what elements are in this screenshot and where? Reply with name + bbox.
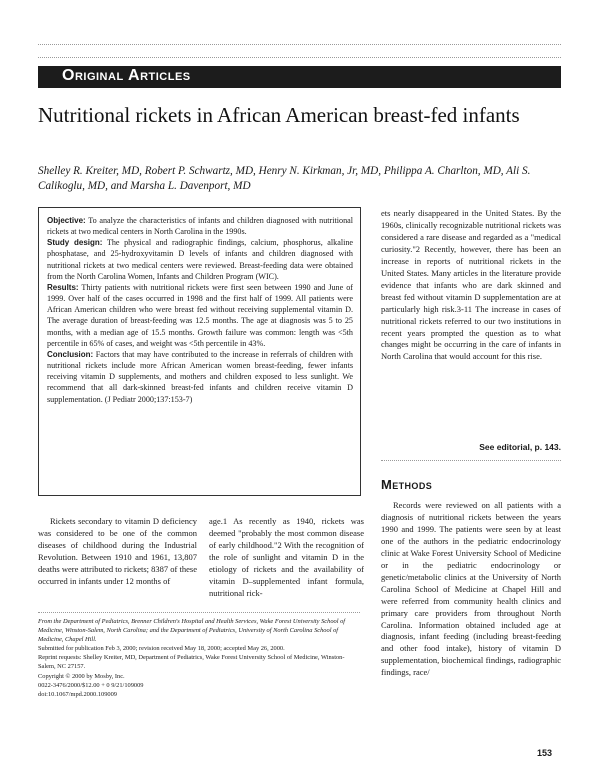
body-column-3	[381, 208, 561, 363]
objective-label: Objective:	[47, 216, 86, 225]
methods-paragraph: Records were reviewed on all patients with a diagnosis of nutritional rickets between the years 1990 and 1999. The patients were seen by at least one of the authors in the pediatric endocrinology clinic at Wake Forest University School of Medicine or in the pediatric endocrinology or genetic/metabolic clinics at the University of North Carolina School of Medicine at Chapel Hill and were referred from community health clinics and primary care providers from throughout North Carolina. Information obtained included age at diagnosis, infant feeding (including breast-feeding and other food intake), history of vitamin D supplementation, biochemical findings, radiographic findings, race/	[381, 500, 561, 678]
top-dotted-rule-2	[38, 57, 561, 58]
author-list: Shelley R. Kreiter, MD, Robert P. Schwartz, MD, Henry N. Kirkman, Jr, MD, Philippa A. Charlton, MD, Ali S. Calikoglu, MD, and Marsha L. Davenport, MD	[38, 165, 531, 192]
editorial-dotted-rule	[381, 460, 561, 461]
conclusion-label: Conclusion:	[47, 349, 94, 359]
issn-note: 0022-3476/2000/$12.00 + 0 9/21/109009	[38, 681, 144, 689]
footnote-dotted-rule	[38, 612, 360, 613]
submission-note: Submitted for publication Feb 3, 2000; revision received May 18, 2000; accepted May 26, 2000.	[38, 645, 285, 653]
reprint-note: Reprint requests: Shelley Kreiter, MD, Department of Pediatrics, Wake Forest University School of Medicine, Winston-Salem, NC 27157.	[38, 654, 345, 671]
abstract-design	[47, 237, 353, 282]
top-dotted-rule	[38, 44, 561, 45]
section-banner	[38, 66, 561, 88]
abstract	[47, 215, 353, 405]
copyright-note: Copyright © 2000 by Mosby, Inc.	[38, 672, 125, 680]
body-column-2	[209, 516, 364, 600]
results-label: Results:	[47, 282, 79, 292]
intro-paragraph-1: Rickets secondary to vitamin D deficiency was considered to be one of the common diseases of childhood during the Industrial Revolution. Between 1910 and 1961, 13,807 deaths were attributed to rickets; 8387 of these occurred in infants under 12 months of	[38, 516, 197, 586]
conclusion-text: Factors that may have contributed to the increase in referrals of children with nutritional rickets include more African American women breast-feeding, fewer infants receiving vitamin D supplements, and mothers and children exposed to less sunlight. We recommend that all dark-skinned breast-fed infants and children receive vitamin D supplementation. (J Pediatr 2000;137:153-7)	[47, 349, 353, 404]
page-number: 153	[537, 748, 553, 758]
abstract-results	[47, 282, 353, 349]
intro-paragraph-3: ets nearly disappeared in the United States. By the 1960s, clinically recognizable nutritional rickets was considered a rare disease and regarded as a "medical curiosity."2 Recently, however, there has been an increase in reports of nutritional rickets in the United States. Many articles in the literature provide evidence that infants who are dark skinned and breast fed without vitamin D supplementation are at particularly high risk.3-11 The increase in cases of nutritional rickets referred to our two institutions in recent years prompted the question as to what changes might be occurring in the care of infants in North Carolina that would account for this rise.	[381, 208, 561, 362]
see-editorial-note: See editorial, p. 143.	[479, 442, 561, 452]
objective-text: To analyze the characteristics of infants and children diagnosed with nutritional rickets at two medical centers in North Carolina in the 1990s.	[47, 216, 353, 237]
methods-column	[381, 500, 561, 679]
abstract-objective	[47, 215, 353, 237]
affiliation-note: From the Department of Pediatrics, Brenner Children's Hospital and Health Services, Wake Forest University School of Medicine, Winston-Salem, North Carolina; and the Department of Pediatrics, University of North Carolina School of Medicine, Chapel Hill.	[38, 618, 346, 644]
design-label: Study design:	[47, 238, 103, 248]
methods-heading: Methods	[381, 477, 433, 492]
doi-note: doi:10.1067/mpd.2000.109009	[38, 690, 117, 698]
intro-paragraph-2: age.1 As recently as 1940, rickets was deemed "probably the most common disease of early childhood."2 With the recognition of the role of sunlight and vitamin D in the etiology of rickets and the availability of vitamin D–supplemented infant formula, nutritional rick-	[209, 516, 364, 598]
body-column-1	[38, 516, 197, 588]
design-text: The physical and radiographic findings, calcium, phosphorus, alkaline phosphatase, and 25-hydroxyvitamin D levels of infants and children diagnosed with nutritional rickets at two medical centers were reviewed. Breast-feeding data were obtained from the North Carolina Women, Infants and Children Program (WIC).	[47, 238, 354, 281]
footnotes	[38, 617, 360, 699]
section-label: Original Articles	[62, 67, 191, 84]
results-text: Thirty patients with nutritional rickets were first seen between 1990 and June of 1999. Over half of the cases occurred in 1998 and the first half of 1999. All patients were African American children who were breast fed without receiving supplemental vitamin D. The average duration of breast-feeding was 12.5 months. The age at diagnosis was 5 to 25 months, with a median age of 15.5 months. Growth failure was common: length was <5th percentile in 65% of cases, and weight was <5th percentile in 43%.	[47, 282, 353, 348]
article-title: Nutritional rickets in African American breast-fed infants	[38, 103, 520, 127]
abstract-conclusion	[47, 349, 353, 405]
